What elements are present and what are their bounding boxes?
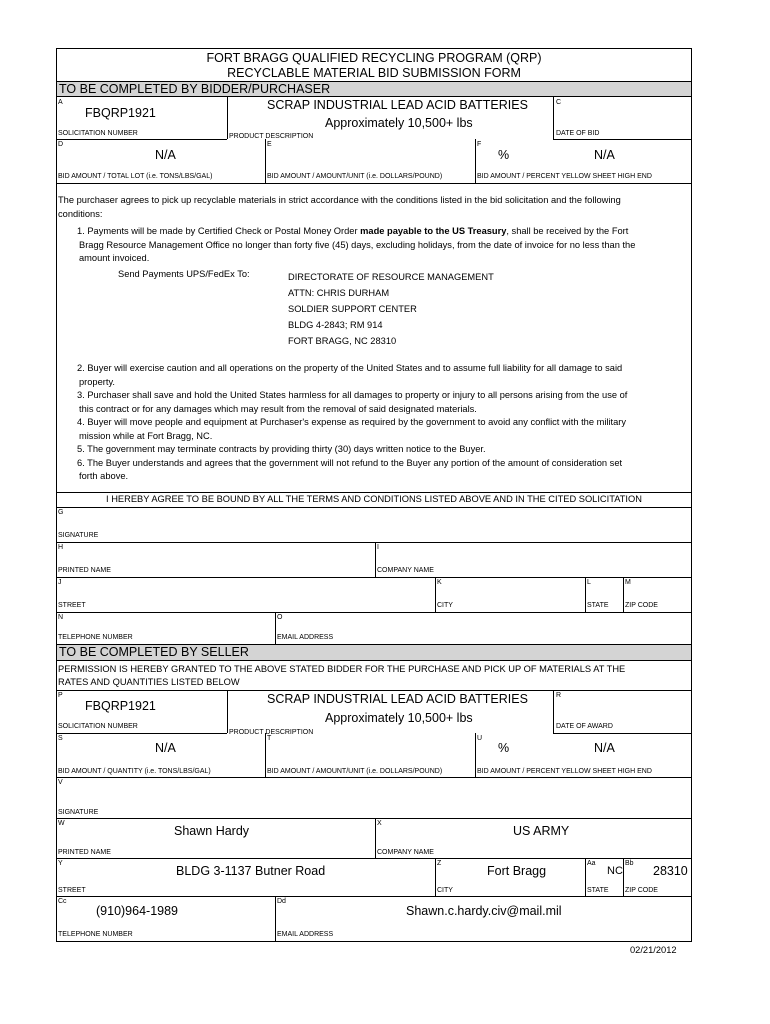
- seller-zip-label: ZIP CODE: [625, 887, 658, 894]
- seller-product-line1: SCRAP INDUSTRIAL LEAD ACID BATTERIES: [267, 692, 528, 706]
- bidder-product-line1: SCRAP INDUSTRIAL LEAD ACID BATTERIES: [267, 98, 528, 112]
- bidder-bid-percent[interactable]: N/A: [594, 148, 615, 162]
- field-letter-c: C: [556, 99, 562, 106]
- seller-bid-quantity[interactable]: N/A: [155, 741, 176, 755]
- seller-section-title: TO BE COMPLETED BY SELLER: [59, 645, 249, 659]
- bidder-state-label: STATE: [587, 602, 609, 609]
- bidder-solicitation-number[interactable]: FBQRP1921: [85, 106, 156, 120]
- seller-state[interactable]: NC: [607, 865, 623, 877]
- seller-bid-quantity-label: BID AMOUNT / QUANTITY (i.e. TONS/LBS/GAL): [58, 768, 211, 775]
- field-letter-o: O: [277, 614, 283, 621]
- field-letter-y: Y: [58, 860, 63, 867]
- field-letter-r: R: [556, 692, 562, 699]
- term-1: 1. Payments will be made by Certified Check or Postal Money Order made payable to the US Treasury, shall be received by the Fort Bragg Resource Management Office no longer than forty five (45) days, excluding holidays, from the date of invoice for no less than the amount invoiced.: [77, 226, 636, 263]
- seller-section-banner: [57, 644, 691, 661]
- seller-email[interactable]: Shawn.c.hardy.civ@mail.mil: [406, 904, 562, 918]
- seller-state-label: STATE: [587, 887, 609, 894]
- field-letter-t: T: [267, 735, 272, 742]
- field-letter-n: N: [58, 614, 64, 621]
- seller-bid-percent[interactable]: N/A: [594, 741, 615, 755]
- bidder-date-label: DATE OF BID: [556, 130, 600, 137]
- seller-solicitation-number[interactable]: FBQRP1921: [85, 699, 156, 713]
- seller-zip[interactable]: 28310: [653, 864, 688, 878]
- seller-date-label: DATE OF AWARD: [556, 723, 613, 730]
- bidder-product-label: PRODUCT DESCRIPTION: [229, 133, 314, 140]
- bidder-printed-name-label: PRINTED NAME: [58, 567, 111, 574]
- terms-list: 2. Buyer will exercise caution and all operations on the property of the United States and to assume full liability for all damage to said property. 3. Purchaser shall save and hold the United States harmless for all damages to property or injury to all persons arising from the use of this contract or for any damages which may result from the removal of said designated materials. 4. Buyer will move people and equipment at Purchaser's expense as required by the government to avoid any conflict with the military mission while at Fort Bragg, NC. 5. The government may terminate contracts by providing thirty (30) days written notice to the Buyer. 6. The Buyer understands and agrees that the government will not refund to the Buyer any portion of the amount of consideration set forth above.: [77, 363, 628, 481]
- field-letter-d: D: [58, 141, 64, 148]
- seller-bid-percent-label: BID AMOUNT / PERCENT YELLOW SHEET HIGH END: [477, 768, 652, 775]
- bidder-city-label: CITY: [437, 602, 453, 609]
- field-letter-z: Z: [437, 860, 442, 867]
- seller-company-name-label: COMPANY NAME: [377, 849, 434, 856]
- seller-company-name[interactable]: US ARMY: [513, 824, 570, 838]
- field-letter-w: W: [58, 820, 65, 827]
- field-letter-e: E: [267, 141, 272, 148]
- seller-printed-name-label: PRINTED NAME: [58, 849, 111, 856]
- payment-address: DIRECTORATE OF RESOURCE MANAGEMENT ATTN: CHRIS DURHAM SOLDIER SUPPORT CENTER BLDG 4-2843; RM 914 FORT BRAGG, NC 28310: [288, 272, 494, 346]
- seller-printed-name[interactable]: Shawn Hardy: [174, 824, 250, 838]
- seller-street[interactable]: BLDG 3-1137 Butner Road: [176, 864, 326, 878]
- field-letter-bb: Bb: [625, 860, 634, 867]
- field-letter-g: G: [58, 509, 64, 516]
- bidder-company-name-label: COMPANY NAME: [377, 567, 434, 574]
- bidder-bid-unit-label: BID AMOUNT / AMOUNT/UNIT (i.e. DOLLARS/POUND): [267, 173, 443, 180]
- seller-city-label: CITY: [437, 887, 453, 894]
- form-title-line1: FORT BRAGG QUALIFIED RECYCLING PROGRAM (QRP): [206, 51, 542, 65]
- bidder-bid-percent-label: BID AMOUNT / PERCENT YELLOW SHEET HIGH END: [477, 173, 652, 180]
- terms-intro: The purchaser agrees to pick up recyclable materials in strict accordance with the conditions listed in the bid solicitation and the following conditions:: [58, 195, 621, 219]
- field-letter-u: U: [477, 735, 483, 742]
- seller-percent-sign: %: [498, 741, 510, 755]
- field-letter-x: X: [377, 820, 382, 827]
- field-letter-f: F: [477, 141, 482, 148]
- field-letter-k: K: [437, 579, 442, 586]
- seller-telephone-label: TELEPHONE NUMBER: [58, 931, 133, 938]
- field-letter-i: I: [377, 544, 379, 551]
- seller-permission: PERMISSION IS HEREBY GRANTED TO THE ABOVE STATED BIDDER FOR THE PURCHASE AND PICK UP OF MATERIALS AT THE RATES AND QUANTITIES LISTED BELOW: [58, 664, 626, 687]
- field-letter-s: S: [58, 735, 63, 742]
- bidder-signature-label: SIGNATURE: [58, 532, 99, 539]
- seller-bid-unit-label: BID AMOUNT / AMOUNT/UNIT (i.e. DOLLARS/POUND): [267, 768, 443, 775]
- seller-email-label: EMAIL ADDRESS: [277, 931, 334, 938]
- bidder-street-label: STREET: [58, 602, 86, 609]
- field-letter-aa: Aa: [587, 860, 596, 867]
- field-letter-l: L: [587, 579, 591, 586]
- send-payments-label: Send Payments UPS/FedEx To:: [118, 269, 250, 279]
- field-letter-cc: Cc: [58, 898, 67, 905]
- bidder-section-title: TO BE COMPLETED BY BIDDER/PURCHASER: [59, 82, 331, 96]
- field-letter-j: J: [58, 579, 62, 586]
- field-letter-a: A: [58, 99, 63, 106]
- bidder-product-line2: Approximately 10,500+ lbs: [325, 116, 473, 130]
- seller-signature-label: SIGNATURE: [58, 809, 99, 816]
- bidder-percent-sign: %: [498, 148, 510, 162]
- seller-city[interactable]: Fort Bragg: [487, 864, 547, 878]
- revision-date: 02/21/2012: [630, 945, 677, 955]
- seller-street-label: STREET: [58, 887, 86, 894]
- seller-product-line2: Approximately 10,500+ lbs: [325, 711, 473, 725]
- bidder-email-label: EMAIL ADDRESS: [277, 634, 334, 641]
- bid-form: [56, 48, 692, 942]
- field-letter-v: V: [58, 779, 63, 786]
- seller-product-label: PRODUCT DESCRIPTION: [229, 729, 314, 736]
- field-letter-h: H: [58, 544, 64, 551]
- field-letter-m: M: [625, 579, 631, 586]
- field-letter-p: P: [58, 692, 63, 699]
- bidder-bid-total-label: BID AMOUNT / TOTAL LOT (i.e. TONS/LBS/GAL): [58, 173, 213, 180]
- form-title-line2: RECYCLABLE MATERIAL BID SUBMISSION FORM: [227, 66, 521, 80]
- seller-solicitation-label: SOLICITATION NUMBER: [58, 723, 138, 730]
- bidder-telephone-label: TELEPHONE NUMBER: [58, 634, 133, 641]
- agreement-statement: I HEREBY AGREE TO BE BOUND BY ALL THE TERMS AND CONDITIONS LISTED ABOVE AND IN THE CITED SOLICITATION: [106, 494, 642, 504]
- bidder-zip-label: ZIP CODE: [625, 602, 658, 609]
- field-letter-dd: Dd: [277, 898, 286, 905]
- bidder-section-banner: [57, 81, 691, 97]
- bidder-solicitation-label: SOLICITATION NUMBER: [58, 130, 138, 137]
- bidder-bid-total[interactable]: N/A: [155, 148, 176, 162]
- seller-telephone[interactable]: (910)964-1989: [96, 904, 179, 918]
